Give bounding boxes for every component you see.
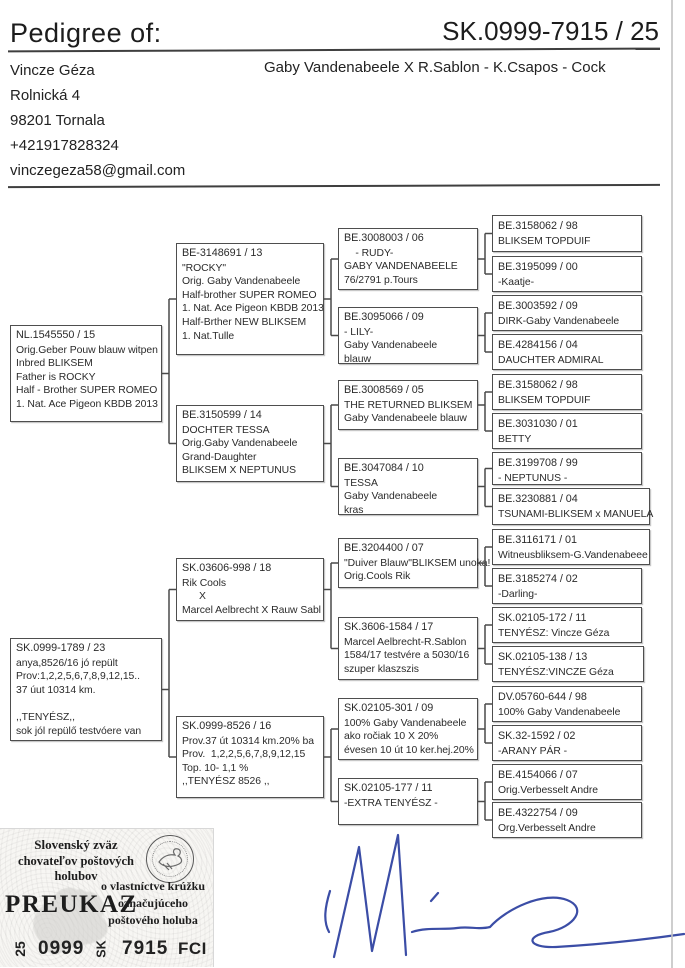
ring-number: BE.3008003 / 06	[344, 232, 424, 244]
ring-number: SK.02105-172 / 11	[498, 612, 587, 624]
ring-number: BE.3116171 / 01	[498, 534, 577, 546]
ring-code-row	[0, 935, 213, 965]
pedigree-node-g3-4	[338, 458, 478, 515]
ring-code-year: 25	[11, 941, 28, 957]
pedigree-node-g4-1	[492, 215, 642, 252]
pedigree-node-g4-3	[492, 295, 642, 331]
card-desc-line1: o vlastníctve krúžku	[100, 879, 205, 893]
association-emblem	[146, 835, 194, 883]
ring-number: SK.0999-8526 / 16	[182, 720, 272, 732]
pedigree-node-g2-2	[176, 405, 324, 482]
pedigree-line: -ARANY PÁR -	[498, 745, 568, 757]
ring-number: SK.32-1592 / 02	[498, 730, 576, 742]
pedigree-line: 1. Nat.Tulle	[182, 330, 235, 342]
section-divider	[8, 184, 660, 188]
pedigree-line: Prov.37 út 10314 km.20% ba	[182, 735, 314, 747]
ring-number: BE.3031030 / 01	[498, 418, 578, 430]
ring-number-heading: SK.0999-7915 / 25	[442, 16, 659, 46]
page-title: Pedigree of:	[10, 18, 162, 48]
pedigree-line: "Duiver Blauw"BLIKSEM unoka!	[344, 557, 491, 569]
pedigree-line: Orig.Verbesselt Andre	[498, 784, 599, 796]
pedigree-line: 100% Gaby Vandenabeele	[498, 706, 621, 718]
ring-code-number: 7915	[122, 938, 169, 959]
pedigree-line: - NEPTUNUS -	[498, 472, 568, 484]
pedigree-node-g3-5	[338, 538, 491, 588]
pedigree-node-g3-8	[338, 778, 478, 825]
pedigree-line: évesen 10 út 10 ker.hej.20%	[344, 744, 474, 756]
ring-number: SK.03606-998 / 18	[182, 562, 272, 574]
scan-edge-artifact	[671, 0, 673, 968]
pedigree-line: 1. Nat. Ace Pigeon KBDB 2013	[182, 303, 324, 315]
pedigree-line: -Darling-	[498, 588, 538, 600]
ring-number: BE.3204400 / 07	[344, 542, 424, 554]
card-desc-line2: označujúceho	[118, 896, 188, 910]
pedigree-line: TENYÉSZ: Vincze Géza	[498, 627, 610, 639]
pedigree-node-g4-6	[492, 413, 642, 449]
pedigree-node-g4-7	[492, 452, 642, 485]
ring-number: SK.3606-1584 / 17	[344, 621, 434, 633]
ring-code-series: 0999	[38, 938, 85, 959]
pedigree-line: TSUNAMI-BLIKSEM x MANUELA	[498, 508, 654, 520]
pedigree-line: anya,8526/16 jó repült	[16, 657, 118, 669]
ring-number: SK.02105-177 / 11	[344, 782, 433, 794]
pedigree-line: BLIKSEM TOPDUIF	[498, 235, 591, 247]
pedigree-node-g4-8	[492, 488, 654, 525]
ring-number: BE.3008569 / 05	[344, 384, 424, 396]
pedigree-line: ako ročiak 10 X 20%	[344, 731, 439, 743]
card-title: PREUKAZ	[5, 891, 138, 918]
pedigree-line: Orig. Gaby Vandenabeele	[182, 276, 301, 288]
ring-number: BE.3150599 / 14	[182, 409, 262, 421]
association-name-line2: chovateľov poštových holubov	[18, 854, 134, 883]
pedigree-line: Prov:1,2,2,5,6,7,8,9,12,15..	[16, 671, 140, 683]
pedigree-line	[16, 697, 158, 711]
pedigree-node-g3-6	[338, 617, 478, 680]
pedigree-line: THE RETURNED BLIKSEM	[344, 399, 473, 411]
pedigree-line: ,,TENYÉSZ,,	[16, 711, 75, 723]
pedigree-line: sok jól repülő testvóere van	[16, 725, 142, 737]
pedigree-line: BLIKSEM X NEPTUNUS	[182, 465, 297, 477]
owner-phone: +421917828324	[10, 137, 119, 154]
owner-name: Vincze Géza	[10, 62, 95, 79]
pedigree-node-g3-1	[338, 228, 478, 290]
ring-number: BE-3148691 / 13	[182, 247, 263, 259]
pedigree-line: X	[182, 591, 206, 603]
pedigree-node-g1-1	[10, 325, 162, 422]
pedigree-node-g2-3	[176, 558, 324, 621]
ring-number: SK.02105-301 / 09	[344, 702, 434, 714]
pedigree-node-g2-4	[176, 716, 324, 798]
pedigree-line: Orig.Cools Rik	[344, 571, 411, 583]
pedigree-node-g4-9	[492, 529, 650, 565]
ring-number: BE.3003592 / 09	[498, 300, 578, 312]
pedigree-line: Orig.Geber Pouw blauw witpen	[16, 344, 158, 356]
pedigree-node-g4-12	[492, 646, 644, 682]
pedigree-line: Half - Brother SUPER ROMEO	[16, 385, 158, 397]
pedigree-node-g3-2	[338, 307, 478, 364]
ring-number: BE.4284156 / 04	[498, 339, 578, 351]
pedigree-line: 37 úut 10314 km.	[16, 684, 96, 696]
pedigree-line: -Kaatje-	[498, 276, 534, 288]
owner-street: Rolnická 4	[10, 87, 81, 104]
pedigree-node-g4-5	[492, 374, 642, 410]
ring-number: BE.3195099 / 00	[498, 261, 578, 273]
dove-icon	[155, 846, 185, 872]
owner-block	[10, 58, 185, 183]
pedigree-line: Half-brother SUPER ROMEO	[182, 289, 317, 301]
pedigree-node-g4-10	[492, 568, 642, 604]
pedigree-line: "ROCKY"	[182, 262, 226, 274]
pedigree-line: Gaby Vandenabeele	[344, 491, 438, 503]
pedigree-line: BETTY	[498, 433, 532, 445]
pedigree-node-g3-7	[338, 698, 478, 760]
ring-number: BE.3158062 / 98	[498, 379, 578, 391]
pedigree-line: ,,TENYÉSZ 8526 ,,	[182, 776, 270, 788]
ring-code-country: SK	[94, 940, 109, 958]
ring-number: NL.1545550 / 15	[16, 329, 96, 341]
pedigree-line: szuper klaszszis	[344, 663, 419, 675]
pedigree-line: Gaby Vandenabeele	[344, 340, 438, 352]
pedigree-line: 100% Gaby Vandenabeele	[344, 717, 467, 729]
pedigree-line: TENYÉSZ:VINCZE Géza	[498, 666, 614, 678]
pedigree-line: kras	[344, 504, 364, 516]
signature	[320, 833, 685, 968]
ring-number: BE.3095066 / 09	[344, 311, 424, 323]
ring-number: BE.4322754 / 09	[498, 807, 578, 819]
pedigree-line: Top. 10- 1,1 %	[182, 762, 249, 774]
pedigree-line: Grand-Daughter	[182, 451, 257, 463]
pedigree-node-g4-11	[492, 607, 642, 643]
ring-number: BE.3047084 / 10	[344, 462, 424, 474]
pedigree-line: 1584/17 testvére a 5030/16	[344, 650, 470, 662]
pedigree-line: Witneusbliksem-G.Vandenabeee	[498, 549, 648, 561]
ring-number: BE.4154066 / 07	[498, 769, 578, 781]
ring-number: DV.05760-644 / 98	[498, 691, 587, 703]
pedigree-line: blauw	[344, 353, 371, 365]
pedigree-node-g2-1	[176, 243, 324, 355]
pedigree-line: Prov. 1,2,2,5,6,7,8,9,12,15	[182, 749, 306, 761]
ring-number: BE.3199708 / 99	[498, 457, 578, 469]
pedigree-line: Marcel Aelbrecht-R.Sablon	[344, 636, 467, 648]
pedigree-node-g3-3	[338, 380, 478, 430]
pedigree-node-g4-4	[492, 334, 642, 370]
association-name-line1: Slovenský zväz	[34, 837, 118, 852]
pedigree-node-g4-13	[492, 686, 642, 722]
pedigree-node-g4-14	[492, 725, 642, 761]
pedigree-line: Gaby Vandenabeele blauw	[344, 413, 467, 425]
pedigree-line: Marcel Aelbrecht X Rauw Sabl	[182, 604, 321, 616]
pedigree-line: Org.Verbesselt Andre	[498, 822, 596, 834]
ring-number: BE.3158062 / 98	[498, 220, 578, 232]
pedigree-line: Rik Cools	[182, 577, 227, 589]
pedigree-node-g4-15	[492, 764, 642, 800]
ring-number: BE.3230881 / 04	[498, 493, 578, 505]
strain-description: Gaby Vandenabeele X R.Sablon - K.Csapos - Cock	[264, 59, 606, 76]
ownership-card	[0, 828, 214, 967]
pedigree-line: 76/2791 p.Tours	[344, 274, 418, 286]
pedigree-line: BLIKSEM TOPDUIF	[498, 394, 591, 406]
pedigree-line: TESSA	[344, 477, 378, 489]
pedigree-line: Half-Brther NEW BLIKSEM	[182, 316, 307, 328]
pedigree-line: DIRK-Gaby Vandenabeele	[498, 315, 620, 327]
pedigree-line: GABY VANDENABEELE	[344, 261, 458, 273]
pedigree-line: Inbred BLIKSEM	[16, 358, 93, 370]
pedigree-line: DAUCHTER ADMIRAL	[498, 354, 604, 366]
owner-email: vinczegeza58@gmail.com	[10, 162, 186, 179]
pedigree-line: Orig.Gaby Vandenabeele	[182, 438, 298, 450]
owner-city: 98201 Tornala	[10, 112, 105, 129]
pedigree-node-g1-2	[10, 638, 162, 741]
card-desc-line3: poštového holuba	[108, 913, 198, 927]
pedigree-line: DOCHTER TESSA	[182, 424, 270, 436]
pedigree-line: - LILY-	[344, 326, 374, 338]
ring-code-org: FCI	[178, 939, 207, 958]
pedigree-line: - RUDY-	[344, 247, 394, 259]
pedigree-node-g4-2	[492, 256, 642, 292]
pedigree-line: 1. Nat. Ace Pigeon KBDB 2013	[16, 398, 158, 410]
ring-number: BE.3185274 / 02	[498, 573, 578, 585]
pedigree-line: -EXTRA TENYÉSZ -	[344, 797, 438, 809]
ring-number: SK.02105-138 / 13	[498, 651, 588, 663]
pedigree-line: Father is ROCKY	[16, 371, 96, 383]
ring-number: SK.0999-1789 / 23	[16, 642, 106, 654]
